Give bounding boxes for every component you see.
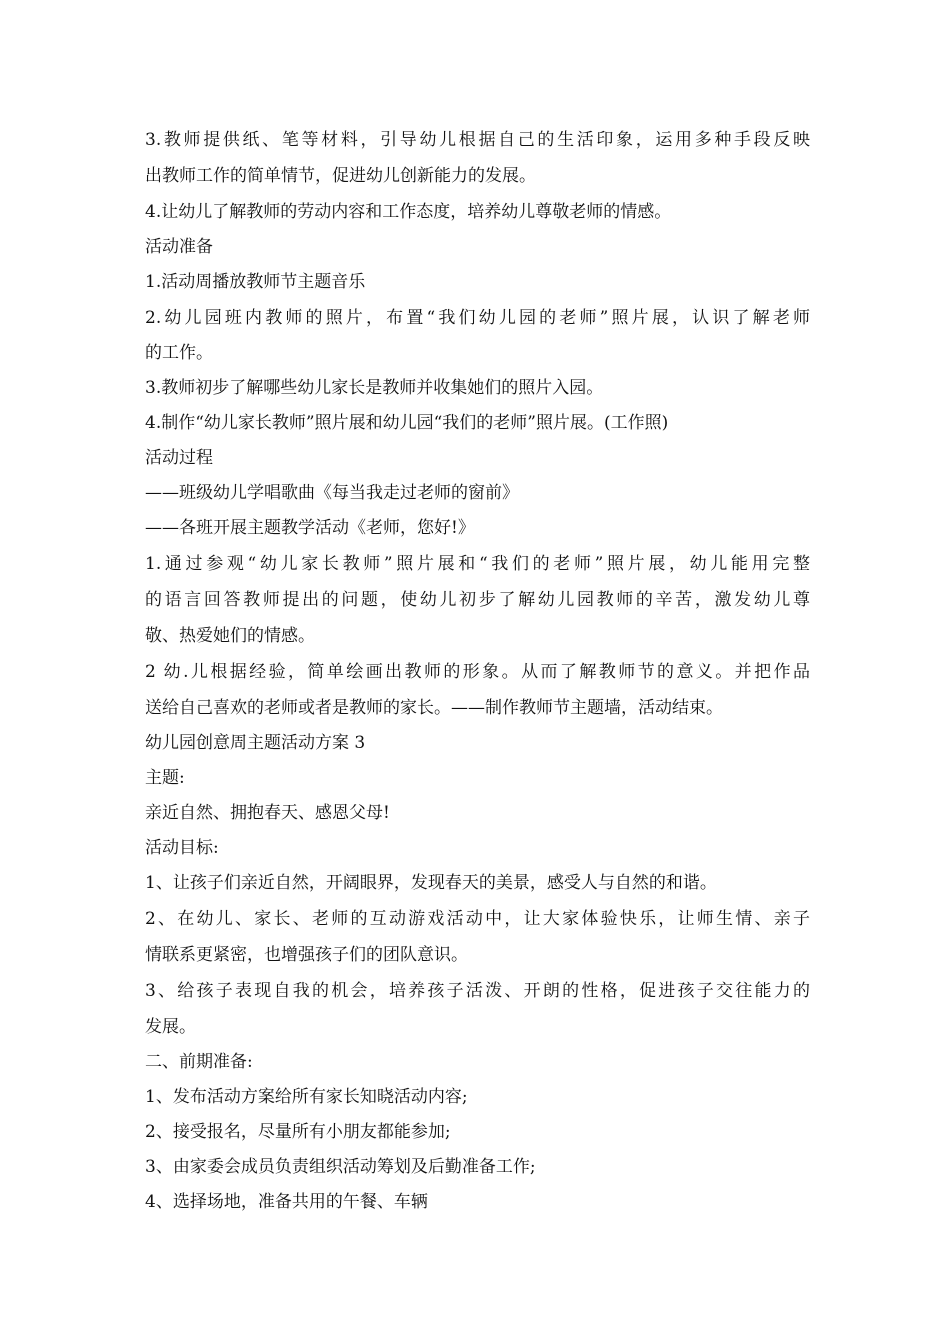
text-line: 1.通过参观“幼儿家长教师”照片展和“我们的老师”照片展，幼儿能用完整 — [145, 554, 810, 574]
text-line: 4、选择场地，准备共用的午餐、车辆 — [145, 1192, 428, 1212]
text-line: 2.幼儿园班内教师的照片，布置“我们幼儿园的老师”照片展，认识了解老师 — [145, 308, 810, 328]
text-line: 3.教师提供纸、笔等材料，引导幼儿根据自己的生活印象，运用多种手段反映 — [145, 130, 810, 150]
text-line: 情联系更紧密，也增强孩子们的团队意识。 — [145, 945, 468, 965]
text-line: 3、由家委会成员负责组织活动筹划及后勤准备工作; — [145, 1157, 536, 1177]
text-line: 2 幼.儿根据经验，简单绘画出教师的形象。从而了解教师节的意义。并把作品 — [145, 662, 810, 682]
section-heading: 活动过程 — [145, 448, 213, 468]
text-line: 3.教师初步了解哪些幼儿家长是教师并收集她们的照片入园。 — [145, 378, 604, 398]
text-line: 3、给孩子表现自我的机会，培养孩子活泼、开朗的性格，促进孩子交往能力的 — [145, 981, 810, 1001]
text-line: ——各班开展主题教学活动《老师，您好!》 — [145, 518, 475, 538]
section-heading: 主题: — [145, 768, 185, 788]
section-heading: 活动准备 — [145, 237, 213, 257]
text-line: 4.让幼儿了解教师的劳动内容和工作态度，培养幼儿尊敬老师的情感。 — [145, 202, 672, 222]
text-line: 的工作。 — [145, 343, 213, 363]
text-line: 敬、热爱她们的情感。 — [145, 626, 315, 646]
text-line: 出教师工作的简单情节，促进幼儿创新能力的发展。 — [145, 166, 536, 186]
text-line: 送给自己喜欢的老师或者是教师的家长。——制作教师节主题墙，活动结束。 — [145, 698, 723, 718]
text-line: 的语言回答教师提出的问题，使幼儿初步了解幼儿园教师的辛苦，激发幼儿尊 — [145, 590, 810, 610]
document-body — [145, 122, 810, 1220]
text-line: 2、接受报名，尽量所有小朋友都能参加; — [145, 1122, 451, 1142]
section-title: 幼儿园创意周主题活动方案 3 — [145, 733, 366, 753]
section-heading: 二、前期准备: — [145, 1052, 253, 1072]
text-line: 1.活动周播放教师节主题音乐 — [145, 272, 366, 292]
text-line: 1、发布活动方案给所有家长知晓活动内容; — [145, 1087, 468, 1107]
text-line: ——班级幼儿学唱歌曲《每当我走过老师的窗前》 — [145, 483, 519, 503]
section-heading: 活动目标: — [145, 838, 219, 858]
text-line: 2、在幼儿、家长、老师的互动游戏活动中，让大家体验快乐，让师生情、亲子 — [145, 909, 810, 929]
text-line: 发展。 — [145, 1017, 196, 1037]
text-line: 1、让孩子们亲近自然，开阔眼界，发现春天的美景，感受人与自然的和谐。 — [145, 873, 717, 893]
text-line: 4.制作“幼儿家长教师”照片展和幼儿园“我们的老师”照片展。(工作照) — [145, 413, 669, 433]
text-line: 亲近自然、拥抱春天、感恩父母! — [145, 803, 390, 823]
